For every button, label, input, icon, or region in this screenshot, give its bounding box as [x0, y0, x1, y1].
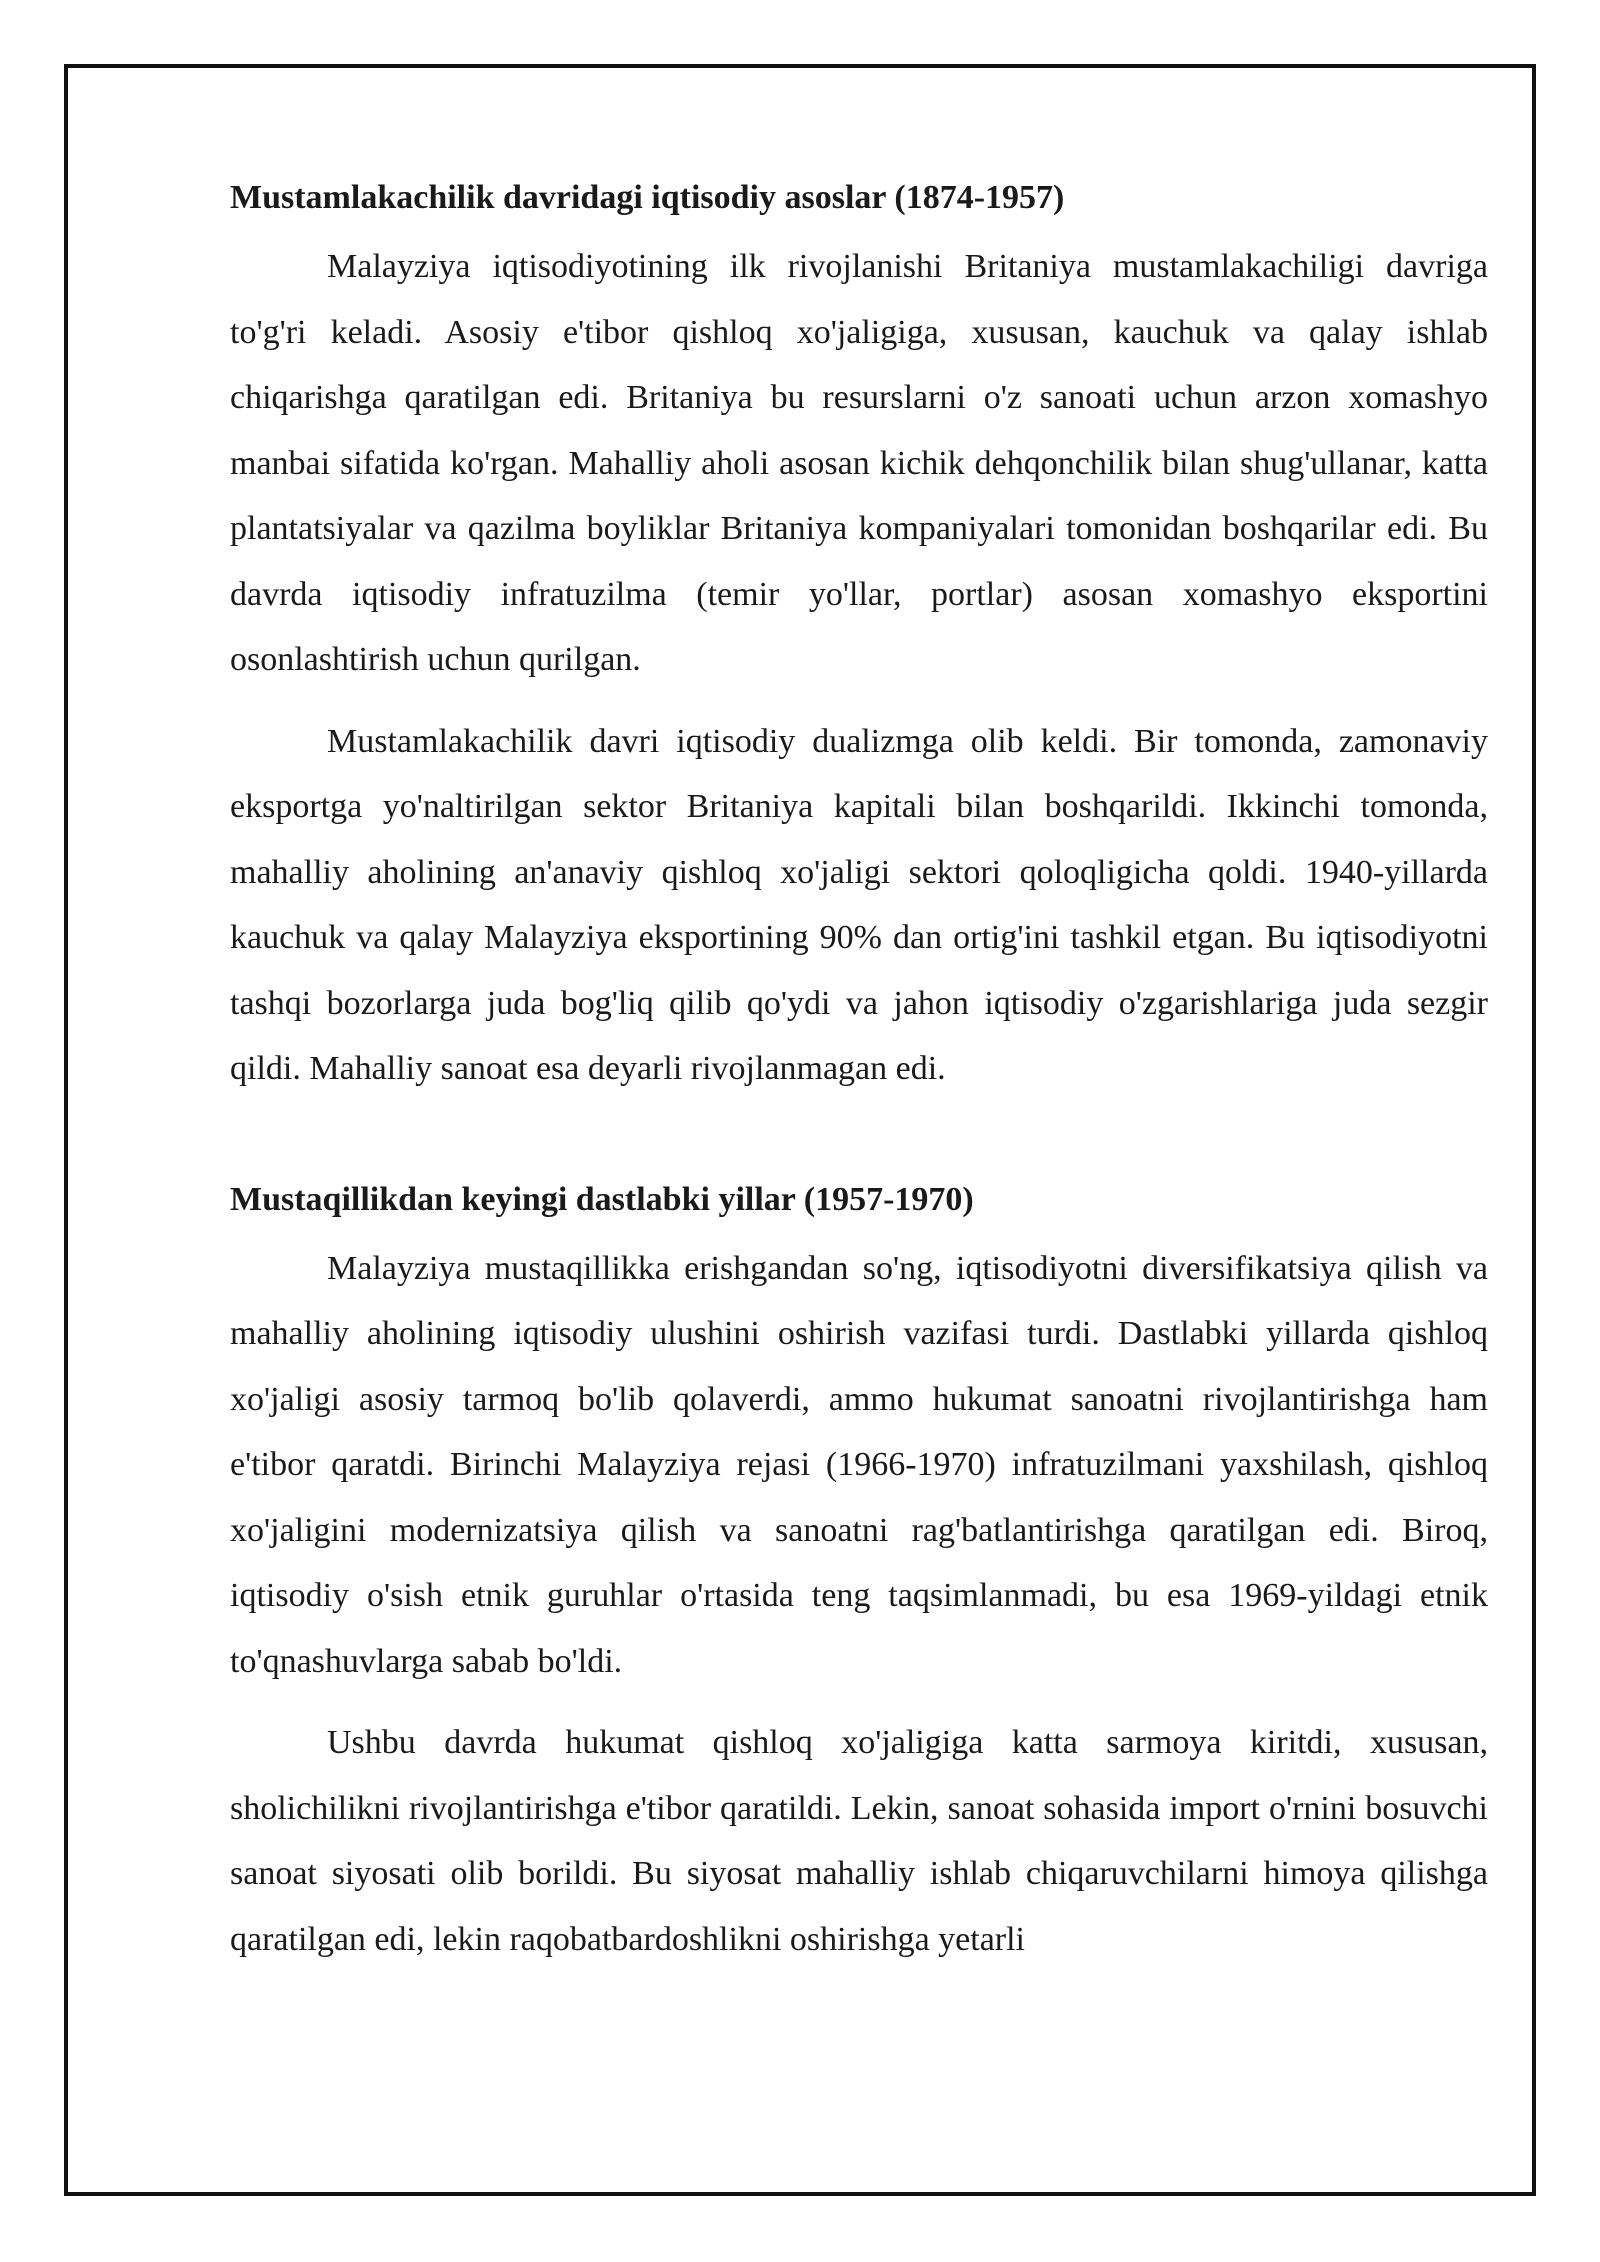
- section-heading-independence: Mustaqillikdan keyingi dastlabki yillar (1957-1970): [230, 1180, 974, 1218]
- paragraph: Ushbu davrda hukumat qishloq xo'jaligiga katta sarmoya kiritdi, xususan, sholichilikni rivojlantirishga e'tibor qaratildi. Lekin, sanoat sohasida import o'rnini bosuvchi sanoat siyosati olib borildi. Bu siyosat mahalliy ishlab chiqaruvchilarni himoya qilishga qaratilgan edi, lekin raqobatbardoshlikni oshirishga yetarli: [230, 1724, 1488, 1958]
- section-heading-colonial: Mustamlakachilik davridagi iqtisodiy asoslar (1874-1957): [230, 179, 1065, 216]
- paragraph: Mustamlakachilik davri iqtisodiy dualizmga olib keldi. Bir tomonda, zamonaviy eksportga yo'naltirilgan sektor Britaniya kapitali bilan boshqarildi. Ikkinchi tomonda, mahalliy aholining an'anaviy qishloq xo'jaligi sektori qoloqligicha qoldi. 1940-yillarda kauchuk va qalay Malayziya eksportining 90% dan ortig'ini tashkil etgan. Bu iqtisodiyotni tashqi bozorlarga juda bog'liq qilib qo'ydi va jahon iqtisodiy o'zgarishlariga juda sezgir qildi. Mahalliy sanoat esa deyarli rivojlanmagan edi.: [230, 722, 1488, 1087]
- document-body: [230, 168, 1488, 1988]
- paragraph: Malayziya mustaqillikka erishgandan so'ng, iqtisodiyotni diversifikatsiya qilish va mahalliy aholining iqtisodiy ulushini oshirish vazifasi turdi. Dastlabki yillarda qishloq xo'jaligi asosiy tarmoq bo'lib qolaverdi, ammo hukumat sanoatni rivojlantirishga ham e'tibor qaratdi. Birinchi Malayziya rejasi (1966-1970) infratuzilmani yaxshilash, qishloq xo'jaligini modernizatsiya qilish va sanoatni rag'batlantirishga qaratilgan edi. Biroq, iqtisodiy o'sish etnik guruhlar o'rtasida teng taqsimlanmadi, bu esa 1969-yildagi etnik to'qnashuvlarga sabab bo'ldi.: [230, 1249, 1488, 1680]
- paragraph: Malayziya iqtisodiyotining ilk rivojlanishi Britaniya mustamlakachiligi davriga to'g'ri keladi. Asosiy e'tibor qishloq xo'jaligiga, xususan, kauchuk va qalay ishlab chiqarishga qaratilgan edi. Britaniya bu resurslarni o'z sanoati uchun arzon xomashyo manbai sifatida ko'rgan. Mahalliy aholi asosan kichik dehqonchilik bilan shug'ullanar, katta plantatsiyalar va qazilma boyliklar Britaniya kompaniyalari tomonidan boshqarilar edi. Bu davrda iqtisodiy infratuzilma (temir yo'llar, portlar) asosan xomashyo eksportini osonlashtirish uchun qurilgan.: [230, 248, 1488, 678]
